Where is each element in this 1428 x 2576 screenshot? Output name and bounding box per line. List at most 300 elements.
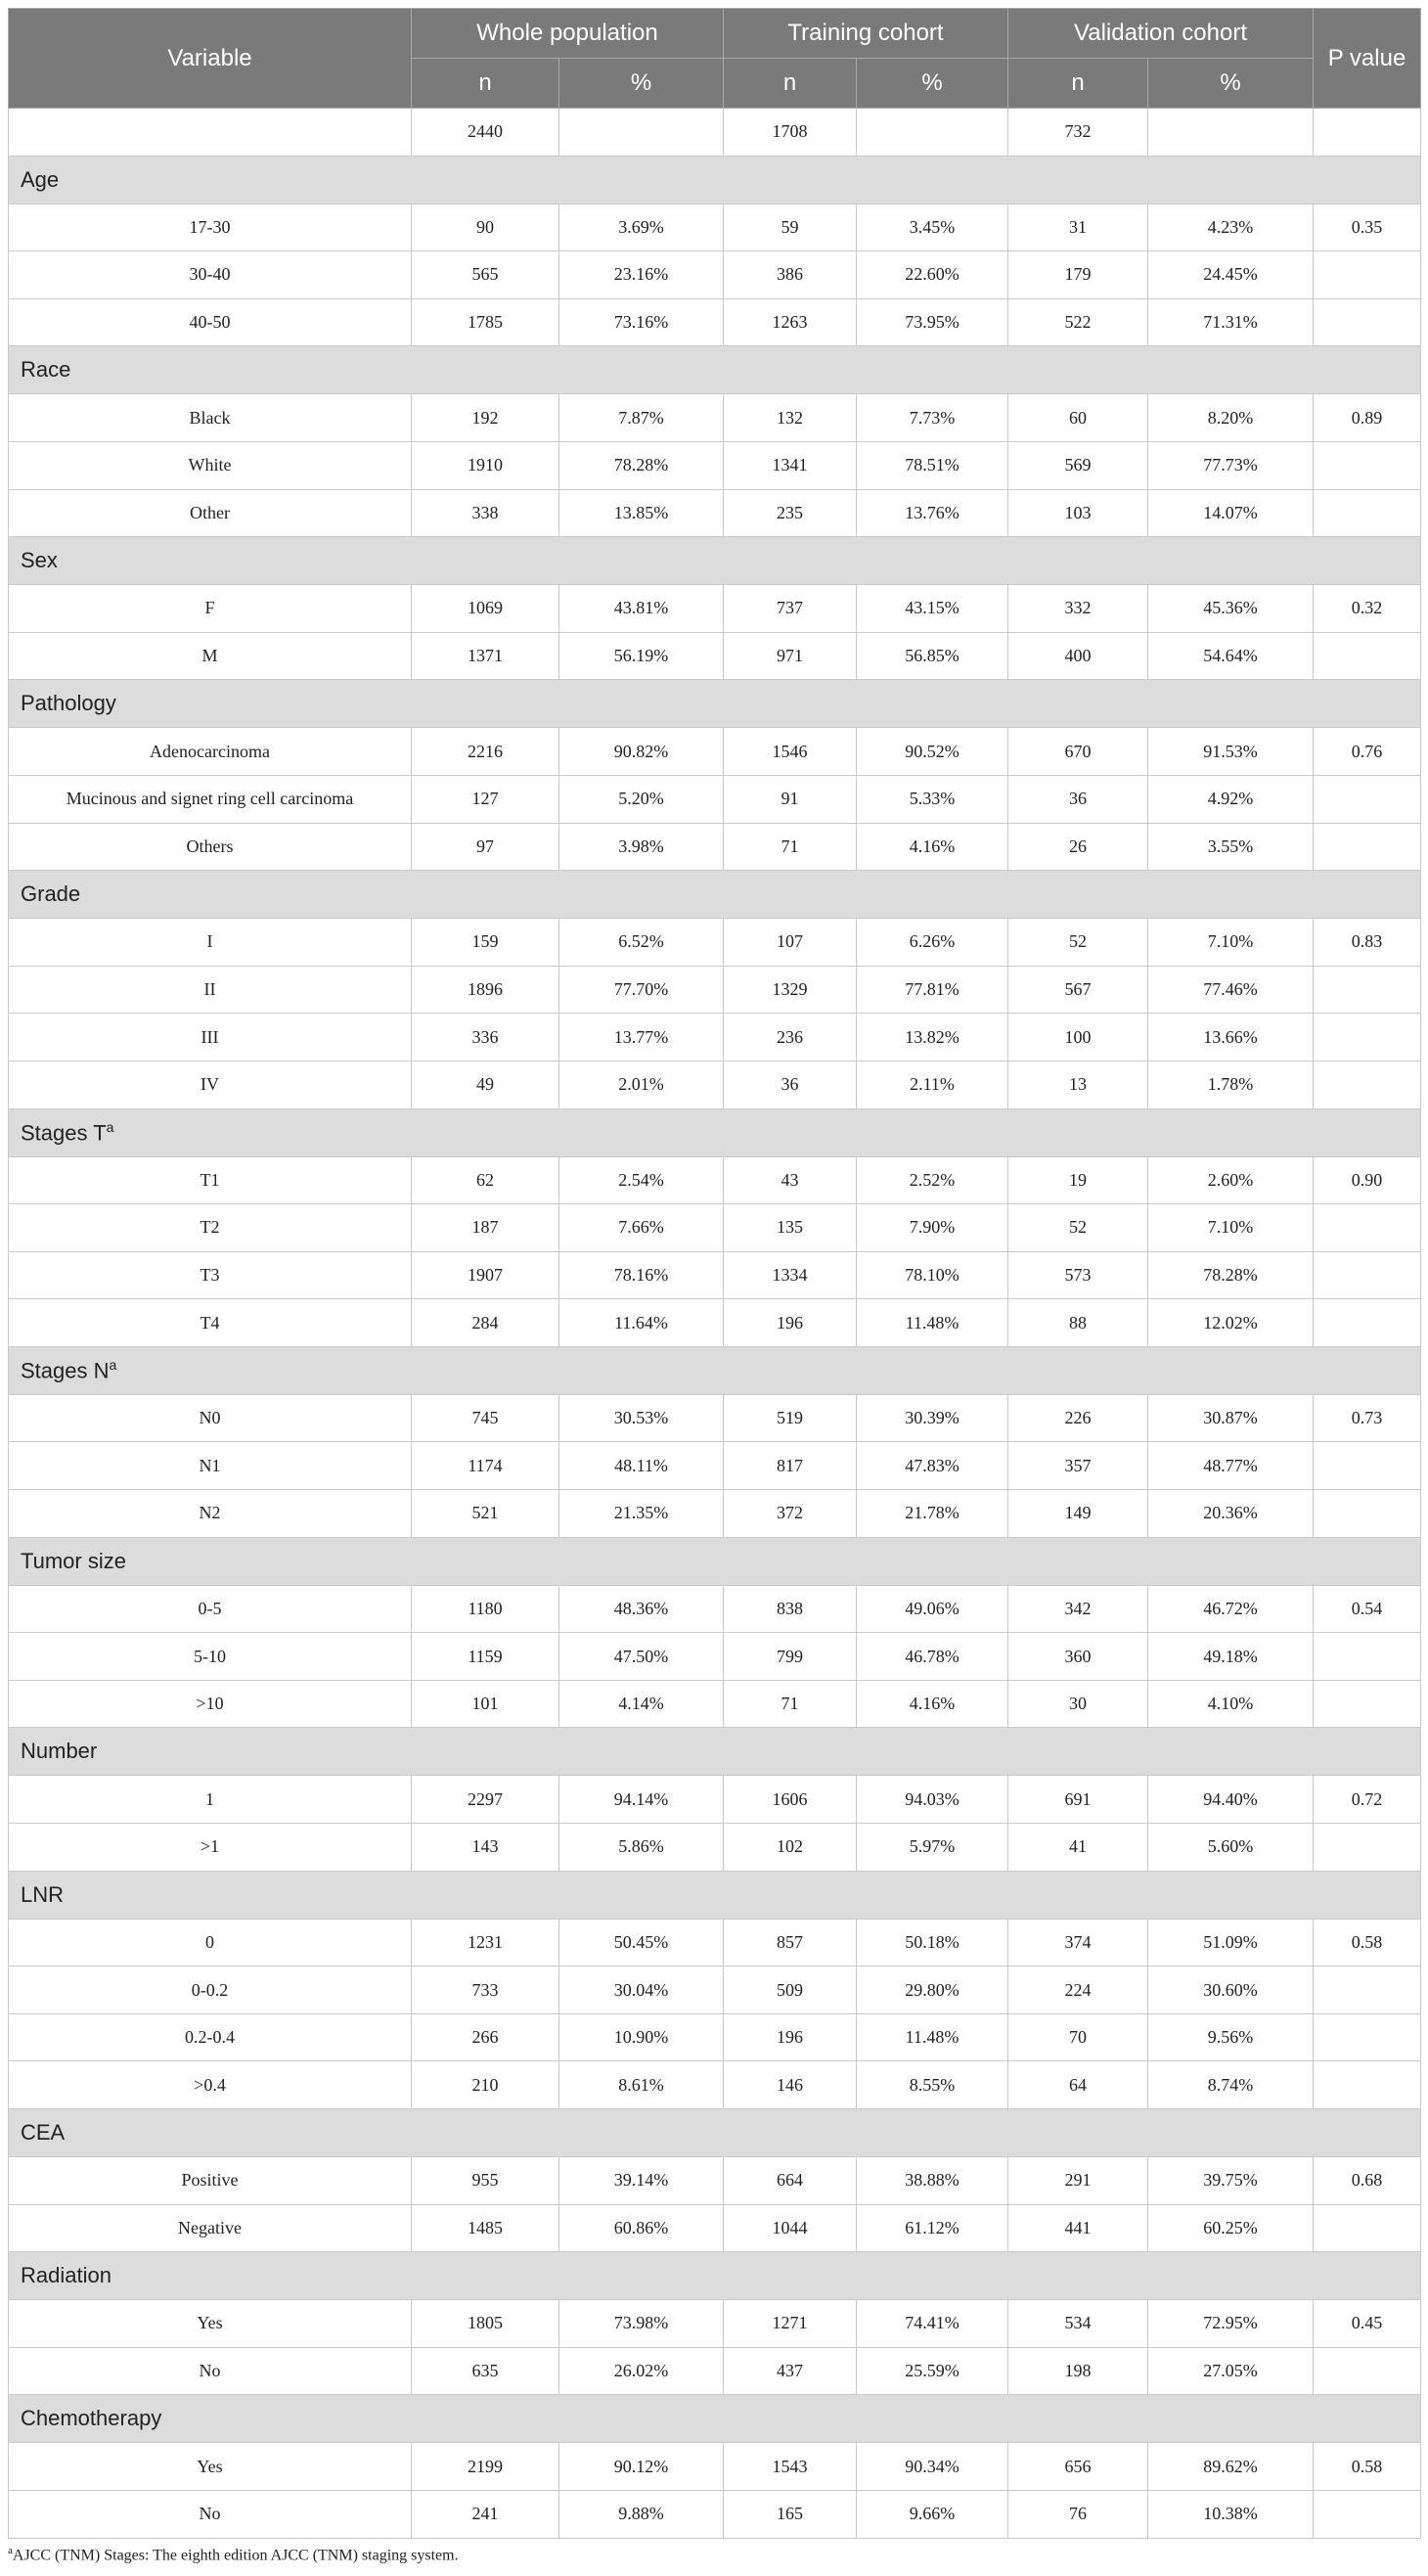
table-cell: 1069 [412, 585, 559, 633]
table-cell: 235 [724, 489, 857, 537]
table-cell: 31 [1008, 203, 1148, 251]
table-row [9, 1490, 1421, 1538]
table-row [9, 1394, 1421, 1442]
p-value-cell [1314, 1633, 1421, 1681]
group-label-text: Stages T [21, 1120, 107, 1146]
table-cell: 7.66% [559, 1204, 724, 1252]
table-cell: 90 [412, 203, 559, 251]
table-cell: 284 [412, 1299, 559, 1347]
row-label: N2 [9, 1490, 412, 1538]
table-cell: 50.45% [559, 1919, 724, 1966]
table-row [9, 2300, 1421, 2348]
table-row [9, 1014, 1421, 1062]
p-value-cell: 0.83 [1314, 919, 1421, 967]
table-cell: 50.18% [857, 1919, 1008, 1966]
table-cell: 1174 [412, 1442, 559, 1490]
table-row [9, 1156, 1421, 1204]
table-body [9, 109, 1421, 2539]
group-label-text: Radiation [21, 2263, 112, 2288]
group-header-row [9, 1108, 1421, 1156]
table-row [9, 1966, 1421, 2014]
table-cell: 24.45% [1148, 251, 1314, 299]
table-cell: 332 [1008, 585, 1148, 633]
table-cell: 59 [724, 203, 857, 251]
header-n: n [724, 59, 857, 109]
table-row [9, 1251, 1421, 1299]
table-header [9, 9, 1421, 109]
table-row [9, 2490, 1421, 2538]
p-value-cell [1314, 2490, 1421, 2538]
table-cell: 745 [412, 1394, 559, 1442]
group-header-row [9, 1871, 1421, 1919]
p-value-cell: 0.90 [1314, 1156, 1421, 1204]
table-cell: 3.45% [857, 203, 1008, 251]
table-cell: 336 [412, 1014, 559, 1062]
table-cell: 52 [1008, 1204, 1148, 1252]
table-cell: 41 [1008, 1824, 1148, 1872]
table-cell: 70 [1008, 2013, 1148, 2061]
p-value-cell: 0.68 [1314, 2157, 1421, 2205]
table-cell: 13.76% [857, 489, 1008, 537]
group-label [9, 346, 1421, 394]
table-cell: 291 [1008, 2157, 1148, 2205]
table-cell: 78.10% [857, 1251, 1008, 1299]
table-cell: 737 [724, 585, 857, 633]
table-cell: 3.98% [559, 823, 724, 871]
table-cell: 14.07% [1148, 489, 1314, 537]
table-cell: 8.74% [1148, 2061, 1314, 2109]
table-cell: 51.09% [1148, 1919, 1314, 1966]
table-cell: 9.66% [857, 2490, 1008, 2538]
table-cell: 77.81% [857, 966, 1008, 1014]
group-header-row [9, 871, 1421, 919]
table-cell: 78.28% [1148, 1251, 1314, 1299]
table-cell: 43.15% [857, 585, 1008, 633]
row-label: III [9, 1014, 412, 1062]
table-cell: 1341 [724, 441, 857, 489]
p-value-cell [1314, 441, 1421, 489]
row-label: 0.2-0.4 [9, 2013, 412, 2061]
table-cell: 1708 [724, 109, 857, 157]
table-cell: 94.03% [857, 1776, 1008, 1824]
table-cell: 60.86% [559, 2204, 724, 2252]
table-cell: 94.14% [559, 1776, 724, 1824]
table-cell: 1543 [724, 2443, 857, 2491]
table-cell: 102 [724, 1824, 857, 1872]
table-row [9, 1442, 1421, 1490]
table-cell: 77.70% [559, 966, 724, 1014]
group-label [9, 1537, 1421, 1585]
p-value-cell [1314, 1824, 1421, 1872]
table-cell: 569 [1008, 441, 1148, 489]
p-value-cell [1314, 632, 1421, 680]
p-value-cell [1314, 1014, 1421, 1062]
table-cell: 656 [1008, 2443, 1148, 2491]
p-value-cell: 0.58 [1314, 2443, 1421, 2491]
table-cell: 6.26% [857, 919, 1008, 967]
p-value-cell [1314, 2204, 1421, 2252]
table-cell: 143 [412, 1824, 559, 1872]
table-cell: 146 [724, 2061, 857, 2109]
table-row [9, 394, 1421, 442]
table-cell: 36 [1008, 775, 1148, 823]
p-value-cell [1314, 489, 1421, 537]
group-label-text: Pathology [21, 691, 116, 716]
table-cell: 77.46% [1148, 966, 1314, 1014]
row-label: >10 [9, 1680, 412, 1728]
table-cell: 1546 [724, 728, 857, 776]
table-container [8, 8, 1420, 2539]
row-label: >0.4 [9, 2061, 412, 2109]
table-cell: 52 [1008, 919, 1148, 967]
table-cell: 955 [412, 2157, 559, 2205]
row-label: N0 [9, 1394, 412, 1442]
table-cell: 71.31% [1148, 298, 1314, 346]
table-cell: 1334 [724, 1251, 857, 1299]
p-value-cell [1314, 2347, 1421, 2395]
row-label: 1 [9, 1776, 412, 1824]
table-cell: 71 [724, 1680, 857, 1728]
row-label: F [9, 585, 412, 633]
group-label-text: CEA [21, 2120, 66, 2145]
table-cell: 1371 [412, 632, 559, 680]
table-cell: 29.80% [857, 1966, 1008, 2014]
group-label [9, 1871, 1421, 1919]
table-cell: 565 [412, 251, 559, 299]
table-cell: 2.01% [559, 1061, 724, 1108]
table-cell: 4.14% [559, 1680, 724, 1728]
table-cell: 338 [412, 489, 559, 537]
table-cell: 3.55% [1148, 823, 1314, 871]
table-row [9, 298, 1421, 346]
row-label: T1 [9, 1156, 412, 1204]
table-cell: 26 [1008, 823, 1148, 871]
group-label-text: Grade [21, 881, 81, 907]
group-header-row [9, 2252, 1421, 2300]
table-cell: 60 [1008, 394, 1148, 442]
group-header-row [9, 1728, 1421, 1776]
row-label: Mucinous and signet ring cell carcinoma [9, 775, 412, 823]
group-label [9, 871, 1421, 919]
table-cell: 1485 [412, 2204, 559, 2252]
table-cell: 78.51% [857, 441, 1008, 489]
table-cell: 73.98% [559, 2300, 724, 2348]
header-whole-population: Whole population [412, 9, 724, 59]
table-cell: 159 [412, 919, 559, 967]
p-value-cell [1314, 1442, 1421, 1490]
table-cell: 1159 [412, 1633, 559, 1681]
table-cell: 1180 [412, 1585, 559, 1633]
group-header-row [9, 2109, 1421, 2157]
table-cell: 1606 [724, 1776, 857, 1824]
table-cell: 2297 [412, 1776, 559, 1824]
table-cell: 9.56% [1148, 2013, 1314, 2061]
p-value-cell: 0.45 [1314, 2300, 1421, 2348]
table-row [9, 203, 1421, 251]
p-value-cell [1314, 1490, 1421, 1538]
p-value-cell [1314, 2061, 1421, 2109]
table-row [9, 2013, 1421, 2061]
p-value-cell: 0.73 [1314, 1394, 1421, 1442]
table-cell: 5.33% [857, 775, 1008, 823]
p-value-cell: 0.89 [1314, 394, 1421, 442]
p-value-cell [1314, 966, 1421, 1014]
table-cell: 2.60% [1148, 1156, 1314, 1204]
table-cell: 73.95% [857, 298, 1008, 346]
table-cell: 2216 [412, 728, 559, 776]
table-cell: 101 [412, 1680, 559, 1728]
table-cell: 670 [1008, 728, 1148, 776]
table-row [9, 775, 1421, 823]
table-cell [1148, 109, 1314, 157]
table-row [9, 1680, 1421, 1728]
row-label: T3 [9, 1251, 412, 1299]
table-row [9, 728, 1421, 776]
table-cell: 732 [1008, 109, 1148, 157]
table-cell: 11.48% [857, 1299, 1008, 1347]
group-label-text: LNR [21, 1881, 65, 1907]
table-cell: 12.02% [1148, 1299, 1314, 1347]
table-cell: 534 [1008, 2300, 1148, 2348]
table-cell: 39.75% [1148, 2157, 1314, 2205]
header-p-value: P value [1314, 9, 1421, 109]
table-cell: 372 [724, 1490, 857, 1538]
table-cell: 241 [412, 2490, 559, 2538]
table-cell: 25.59% [857, 2347, 1008, 2395]
table-cell: 149 [1008, 1490, 1148, 1538]
table-cell: 39.14% [559, 2157, 724, 2205]
table-cell: 73.16% [559, 298, 724, 346]
table-cell: 374 [1008, 1919, 1148, 1966]
table-cell: 94.40% [1148, 1776, 1314, 1824]
table-cell: 47.50% [559, 1633, 724, 1681]
group-label-text: Number [21, 1739, 98, 1764]
table-cell: 7.10% [1148, 919, 1314, 967]
table-cell: 4.16% [857, 823, 1008, 871]
table-cell: 8.20% [1148, 394, 1314, 442]
p-value-cell: 0.76 [1314, 728, 1421, 776]
table-cell: 21.35% [559, 1490, 724, 1538]
row-label: 30-40 [9, 251, 412, 299]
table-cell: 100 [1008, 1014, 1148, 1062]
table-cell: 1271 [724, 2300, 857, 2348]
row-label: No [9, 2490, 412, 2538]
group-label-text: Tumor size [21, 1548, 126, 1573]
header-variable: Variable [9, 9, 412, 109]
table-cell: 10.38% [1148, 2490, 1314, 2538]
p-value-cell [1314, 1299, 1421, 1347]
table-row [9, 966, 1421, 1014]
row-label: 0-0.2 [9, 1966, 412, 2014]
table-cell: 61.12% [857, 2204, 1008, 2252]
table-cell: 1.78% [1148, 1061, 1314, 1108]
group-label-text: Race [21, 357, 71, 383]
table-cell: 45.36% [1148, 585, 1314, 633]
footnote-marker: a [8, 2545, 13, 2556]
table-cell: 48.36% [559, 1585, 724, 1633]
table-row [9, 1299, 1421, 1347]
row-label: White [9, 441, 412, 489]
table-cell: 509 [724, 1966, 857, 2014]
table-cell: 226 [1008, 1394, 1148, 1442]
header-training-cohort: Training cohort [724, 9, 1008, 59]
table-row [9, 1776, 1421, 1824]
table-cell: 11.48% [857, 2013, 1008, 2061]
table-cell: 3.69% [559, 203, 724, 251]
table-cell: 13.66% [1148, 1014, 1314, 1062]
table-cell: 30.53% [559, 1394, 724, 1442]
table-cell: 30.39% [857, 1394, 1008, 1442]
table-cell: 11.64% [559, 1299, 724, 1347]
p-value-cell: 0.35 [1314, 203, 1421, 251]
table-cell: 30.87% [1148, 1394, 1314, 1442]
table-cell [1314, 109, 1421, 157]
table-cell: 567 [1008, 966, 1148, 1014]
table-cell: 5.20% [559, 775, 724, 823]
row-label: I [9, 919, 412, 967]
table-cell: 1805 [412, 2300, 559, 2348]
table-cell: 522 [1008, 298, 1148, 346]
header-validation-cohort: Validation cohort [1008, 9, 1314, 59]
row-label: N1 [9, 1442, 412, 1490]
table-cell: 91 [724, 775, 857, 823]
table-cell: 135 [724, 1204, 857, 1252]
group-label [9, 156, 1421, 203]
table-cell: 2199 [412, 2443, 559, 2491]
table-cell: 1785 [412, 298, 559, 346]
table-row [9, 2443, 1421, 2491]
row-label: Black [9, 394, 412, 442]
row-label: 0-5 [9, 1585, 412, 1633]
row-label: 17-30 [9, 203, 412, 251]
table-cell: 8.55% [857, 2061, 1008, 2109]
table-cell: 196 [724, 1299, 857, 1347]
row-label: Positive [9, 2157, 412, 2205]
p-value-cell: 0.72 [1314, 1776, 1421, 1824]
row-label: Other [9, 489, 412, 537]
group-header-row [9, 156, 1421, 203]
table-cell: 38.88% [857, 2157, 1008, 2205]
table-cell: 30.60% [1148, 1966, 1314, 2014]
table-cell: 691 [1008, 1776, 1148, 1824]
table-cell: 49.18% [1148, 1633, 1314, 1681]
table-row [9, 1824, 1421, 1872]
table-cell: 838 [724, 1585, 857, 1633]
header-percent: % [857, 59, 1008, 109]
table-row [9, 2204, 1421, 2252]
group-label [9, 1108, 1421, 1156]
table-row [9, 1633, 1421, 1681]
table-cell: 64 [1008, 2061, 1148, 2109]
table-cell [857, 109, 1008, 157]
group-header-row [9, 1346, 1421, 1394]
group-header-row [9, 537, 1421, 585]
table-cell: 56.19% [559, 632, 724, 680]
table-row [9, 1919, 1421, 1966]
group-header-row [9, 1537, 1421, 1585]
table-cell [9, 109, 412, 157]
table-cell: 6.52% [559, 919, 724, 967]
table-cell: 799 [724, 1633, 857, 1681]
table-cell: 733 [412, 1966, 559, 2014]
row-label: 0 [9, 1919, 412, 1966]
table-cell: 1263 [724, 298, 857, 346]
table-cell: 1907 [412, 1251, 559, 1299]
group-label-text: Sex [21, 548, 58, 573]
row-label: Others [9, 823, 412, 871]
table-cell: 7.90% [857, 1204, 1008, 1252]
table-cell: 43.81% [559, 585, 724, 633]
table-cell: 56.85% [857, 632, 1008, 680]
table-cell: 54.64% [1148, 632, 1314, 680]
table-cell: 30 [1008, 1680, 1148, 1728]
group-header-row [9, 2395, 1421, 2443]
p-value-cell: 0.32 [1314, 585, 1421, 633]
table-cell: 22.60% [857, 251, 1008, 299]
table-cell: 132 [724, 394, 857, 442]
table-cell: 60.25% [1148, 2204, 1314, 2252]
header-percent: % [559, 59, 724, 109]
table-cell: 26.02% [559, 2347, 724, 2395]
table-cell: 7.87% [559, 394, 724, 442]
table-cell: 88 [1008, 1299, 1148, 1347]
table-cell: 210 [412, 2061, 559, 2109]
row-label: Yes [9, 2300, 412, 2348]
row-label: 5-10 [9, 1633, 412, 1681]
table-cell: 441 [1008, 2204, 1148, 2252]
group-label [9, 2109, 1421, 2157]
table-row [9, 823, 1421, 871]
footnote-marker: a [106, 1118, 114, 1135]
table-cell: 196 [724, 2013, 857, 2061]
row-label: T2 [9, 1204, 412, 1252]
table-cell: 386 [724, 251, 857, 299]
table-cell: 521 [412, 1490, 559, 1538]
table-cell: 23.16% [559, 251, 724, 299]
table-cell: 1910 [412, 441, 559, 489]
table-row [9, 251, 1421, 299]
table-cell: 49 [412, 1061, 559, 1108]
table-cell: 46.78% [857, 1633, 1008, 1681]
group-label [9, 537, 1421, 585]
table-cell [559, 109, 724, 157]
group-header-row [9, 346, 1421, 394]
row-label: IV [9, 1061, 412, 1108]
p-value-cell [1314, 298, 1421, 346]
table-row [9, 2061, 1421, 2109]
p-value-cell: 0.54 [1314, 1585, 1421, 1633]
table-cell: 76 [1008, 2490, 1148, 2538]
table-cell: 635 [412, 2347, 559, 2395]
header-percent: % [1148, 59, 1314, 109]
table-cell: 90.12% [559, 2443, 724, 2491]
table-cell: 8.61% [559, 2061, 724, 2109]
table-cell: 107 [724, 919, 857, 967]
table-cell: 49.06% [857, 1585, 1008, 1633]
p-value-cell [1314, 2013, 1421, 2061]
table-cell: 30.04% [559, 1966, 724, 2014]
table-cell: 72.95% [1148, 2300, 1314, 2348]
table-cell: 13 [1008, 1061, 1148, 1108]
table-cell: 103 [1008, 489, 1148, 537]
p-value-cell [1314, 1251, 1421, 1299]
group-label-text: Chemotherapy [21, 2406, 162, 2431]
group-label-text: Stages N [21, 1358, 110, 1383]
table-cell: 573 [1008, 1251, 1148, 1299]
table-cell: 48.11% [559, 1442, 724, 1490]
table-cell: 198 [1008, 2347, 1148, 2395]
table-cell: 5.97% [857, 1824, 1008, 1872]
